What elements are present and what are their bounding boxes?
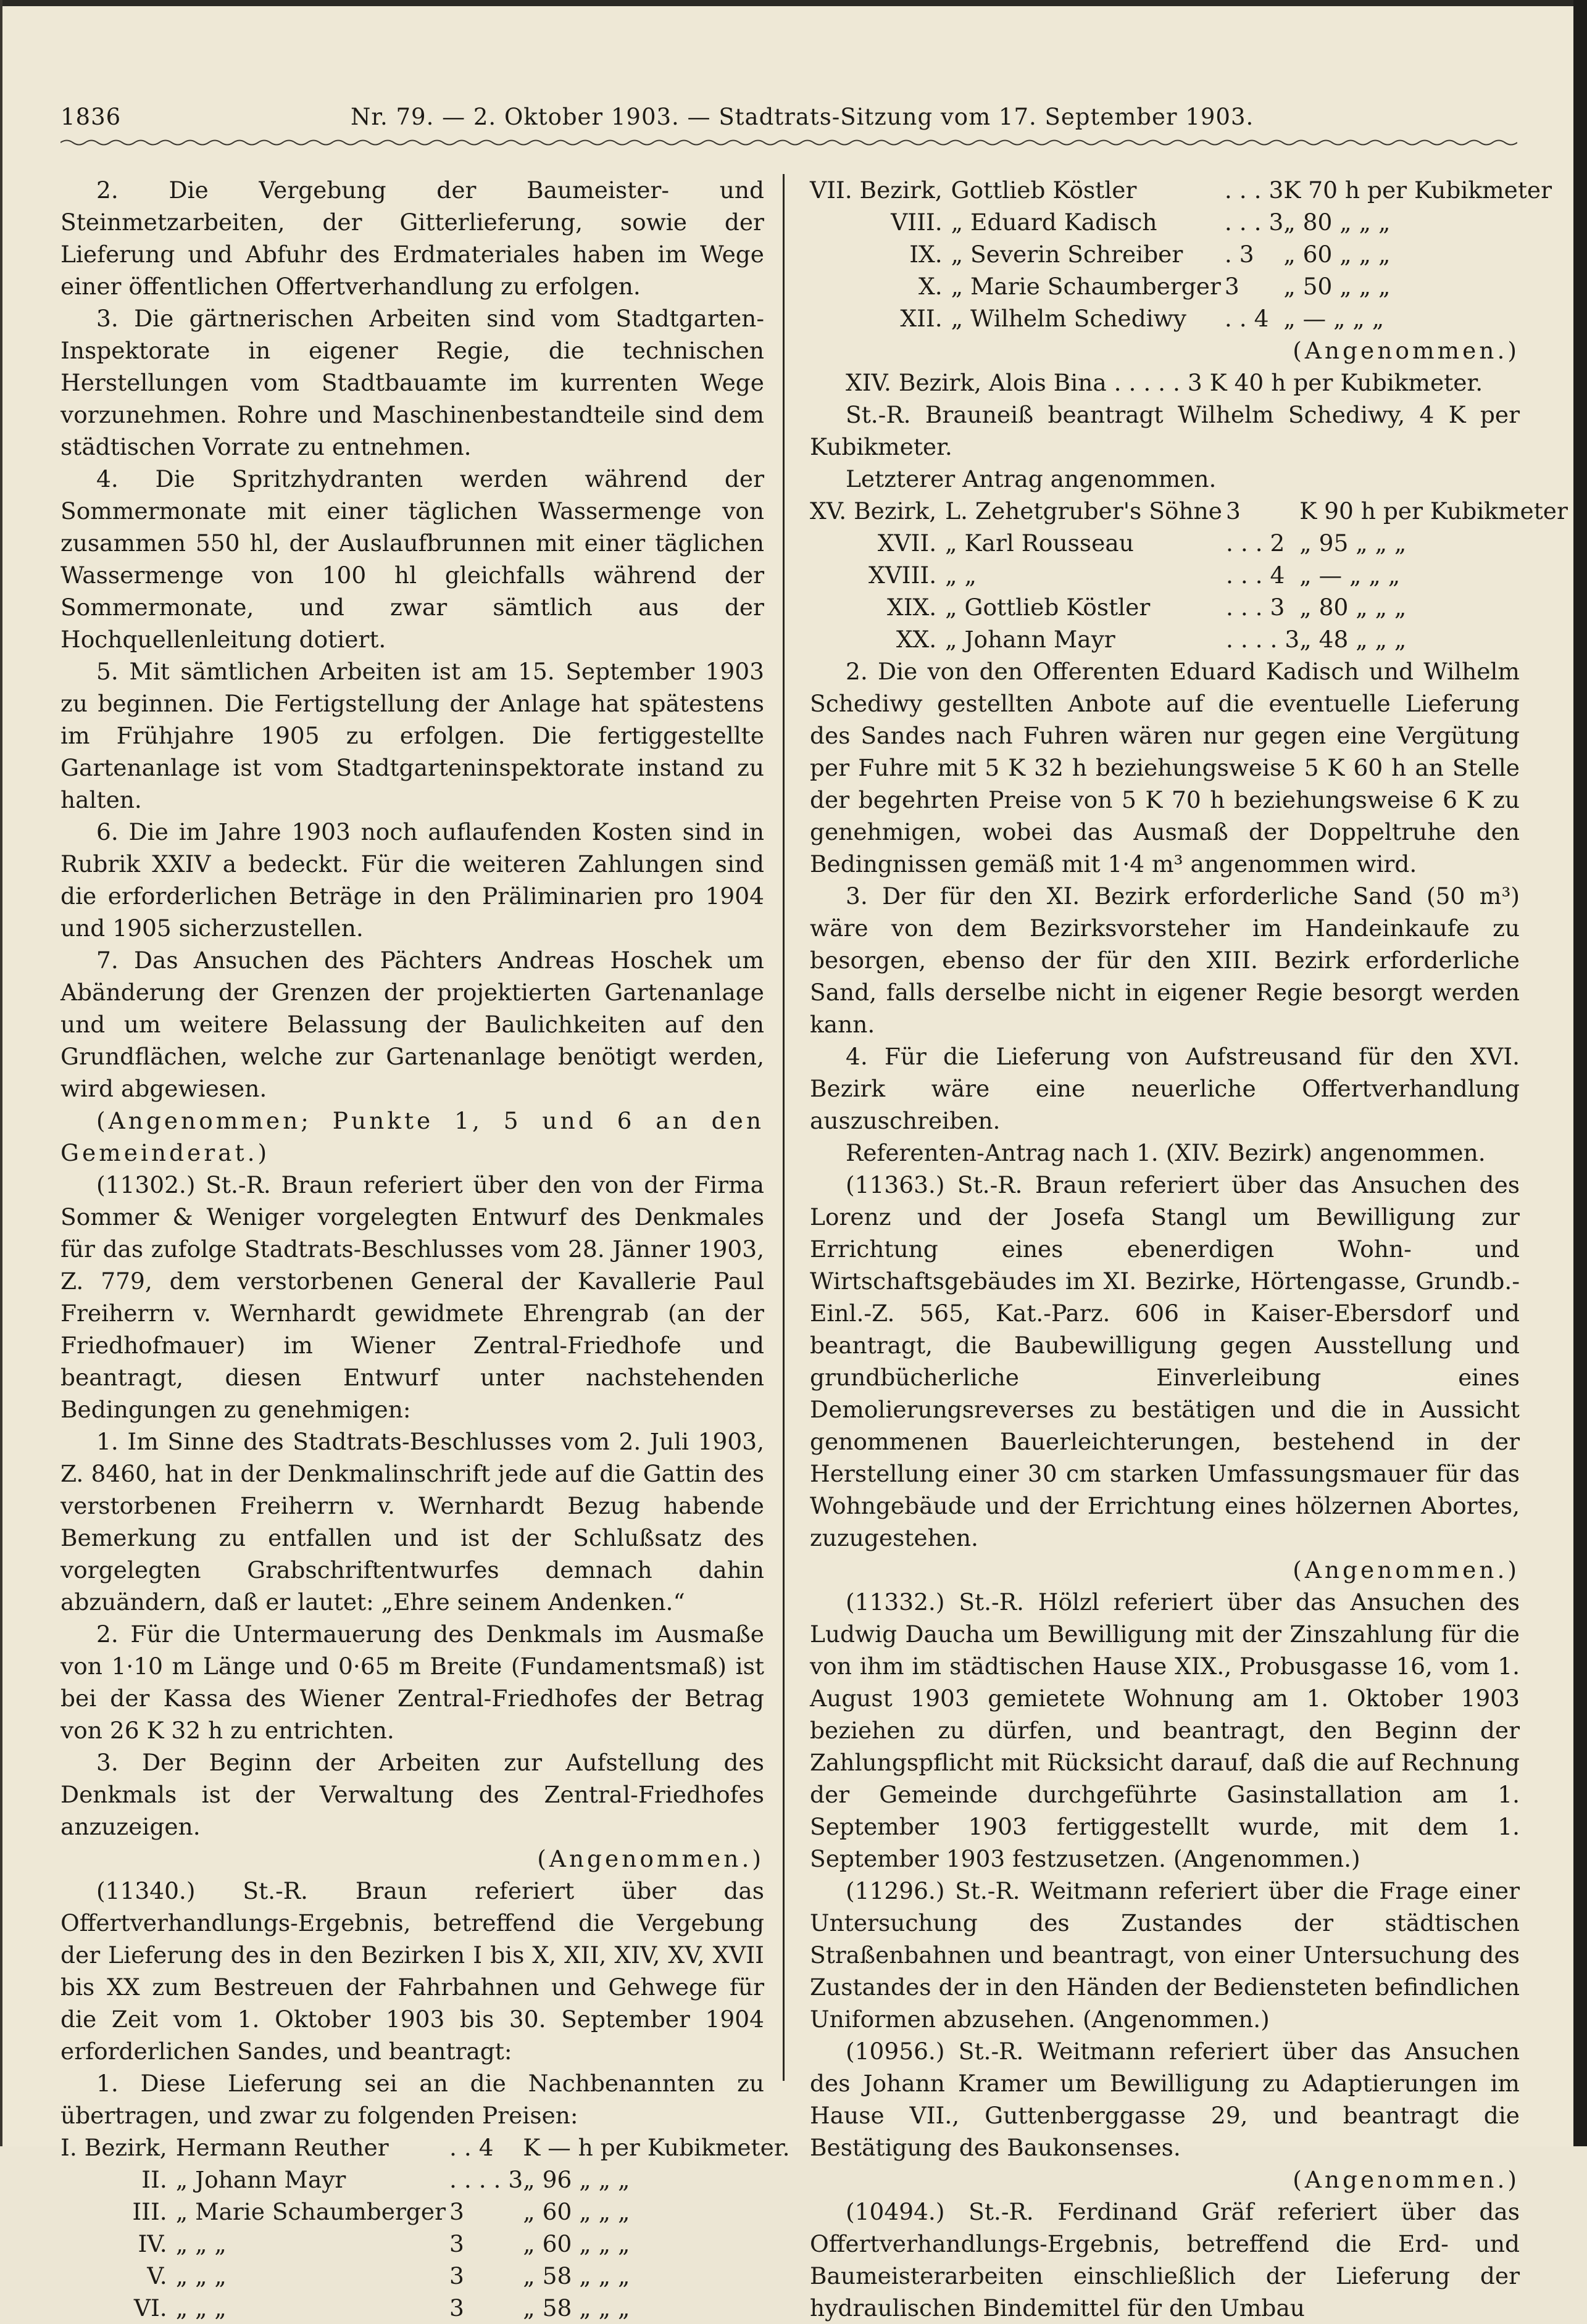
price-row (810, 495, 1568, 527)
resolution-note: (Angenommen.) (1293, 2166, 1520, 2193)
paragraph: 2. Die Vergebung der Baumeister- und Steinmetzarbeiten, der Gitterlieferung, sowie der Lieferung und Abfuhr des Erdmateriales haben im Wege einer öffentlichen Offertverhandlung zu erfolgen. (60, 176, 764, 300)
price-row (810, 206, 1552, 238)
price-row (810, 302, 1552, 334)
price-value: „ 80 „ „ „ (1299, 594, 1407, 621)
quantity-dots: 3 (449, 2294, 464, 2322)
paragraph: 4. Für die Lieferung von Aufstreusand für den XVI. Bezirk wäre eine neuerliche Offertverhandlung auszuschreiben. (810, 1043, 1520, 1134)
district-label: I. Bezirk, (60, 2134, 167, 2161)
paragraph: 7. Das Ansuchen des Pächters Andreas Hoschek um Abänderung der Grenzen der projektierten Gartenanlage und um weitere Belassung der Baulichkeiten auf den Grundflächen, welche zur Gartenanlage benötigt werden, wird abgewiesen. (60, 947, 764, 1102)
left-column (60, 174, 790, 2324)
paragraph: 2. Für die Untermauerung des Denkmals im Ausmaße von 1·10 m Länge und 0·65 m Breite (Fundamentsmaß) ist bei der Kassa des Wiener Zentral-Friedhofes der Betrag von 26 K 32 h zu entrichten. (60, 1621, 764, 1744)
price-row (810, 238, 1552, 270)
price-value: K 70 h per Kubikmeter (1283, 176, 1552, 204)
right-column (810, 174, 1568, 2324)
paragraph: 6. Die im Jahre 1903 noch auflaufenden Kosten sind in Rubrik XXIV a bedeckt. Für die weiteren Zahlungen sind die erforderlichen Beträge in den Präliminarien pro 1904 und 1905 sicherzustellen. (60, 818, 764, 942)
supplier-name: „ Severin Schreiber (951, 241, 1183, 268)
quantity-dots: . . . 3 (1224, 176, 1284, 204)
column-divider (783, 174, 785, 2081)
district-label: XVIII. (868, 562, 937, 589)
paragraph: Letzterer Antrag angenommen. (846, 465, 1217, 492)
supplier-name: Gottlieb Köstler (951, 176, 1137, 204)
page-header (60, 104, 1517, 141)
price-row (810, 174, 1552, 206)
quantity-dots: 3 (449, 2198, 464, 2225)
supplier-name: Hermann Reuther (175, 2134, 389, 2161)
district-label: V. (147, 2262, 167, 2289)
district-label: III. (132, 2198, 167, 2225)
price-table-right-a (810, 174, 1552, 334)
district-label: VII. Bezirk, (810, 176, 943, 204)
price-row (60, 2164, 790, 2196)
paragraph: (11296.) St.-R. Weitmann referiert über die Frage einer Untersuchung des Zustandes der städtischen Straßenbahnen und beantragt, von einer Untersuchung des Zustandes der in den Händen der Bediensteten befindlichen Uniformen abzusehen. (Angenommen.) (810, 1877, 1520, 2033)
quantity-dots: . . . . 3 (1226, 626, 1300, 653)
price-line: XIV. Bezirk, Alois Bina . . . . . 3 K 40 h per Kubikmeter. (846, 369, 1483, 396)
price-row (60, 2292, 790, 2324)
price-row (810, 591, 1568, 623)
price-value: „ 80 „ „ „ (1283, 209, 1391, 236)
resolution-note: (Angenommen.) (537, 1845, 764, 1872)
supplier-name: „ Eduard Kadisch (951, 209, 1157, 236)
quantity-dots: . . . 2 (1226, 529, 1285, 557)
scan-border-right (1573, 0, 1587, 2146)
paragraph: 3. Die gärtnerischen Arbeiten sind vom Stadtgarten-Inspektorate in eigener Regie, die technischen Herstellungen vom Stadtbauamte im kurrenten Wege vorzunehmen. Rohre und Maschinenbestandteile sind dem städtischen Vorrate zu entnehmen. (60, 305, 764, 460)
price-table-right-b (810, 495, 1568, 655)
quantity-dots: . . 4 (1224, 305, 1269, 332)
district-label: IX. (909, 241, 943, 268)
price-row (60, 2131, 790, 2164)
paragraph: 1. Im Sinne des Stadtrats-Beschlusses vom 2. Juli 1903, Z. 8460, hat in der Denkmalinschrift jede auf die Gattin des verstorbenen Freiherrn v. Wernhardt Bezug habende Bemerkung zu entfallen und ist der Schlußsatz des vorgelegten Grabschriftentwurfes demnach dahin abzuändern, daß er lautet: „Ehre seinem Andenken.“ (60, 1428, 764, 1616)
supplier-name: „ Karl Rousseau (945, 529, 1134, 557)
quantity-dots: 3 (449, 2262, 464, 2289)
district-label: II. (141, 2166, 167, 2193)
price-row (60, 2260, 790, 2292)
district-label: VIII. (891, 209, 943, 236)
page-number: 1836 (60, 104, 122, 130)
district-label: XII. (900, 305, 943, 332)
supplier-name: „ Marie Schaumberger (951, 273, 1221, 300)
quantity-dots: 3 (449, 2230, 464, 2257)
supplier-name: „ Wilhelm Schediwy (951, 305, 1186, 332)
paragraph: 1. Diese Lieferung sei an die Nachbenannten zu übertragen, und zwar zu folgenden Preisen: (60, 2070, 764, 2129)
price-row (810, 623, 1568, 655)
quantity-dots: . . . 3 (1226, 594, 1285, 621)
resolution-note: (Angenommen; Punkte 1, 5 und 6 an den Gemeinderat.) (60, 1107, 764, 1166)
price-row (60, 2228, 790, 2260)
supplier-name: „ Johann Mayr (945, 626, 1115, 653)
scan-border-top (0, 0, 1587, 6)
price-value: „ 60 „ „ „ (523, 2230, 630, 2257)
price-value: „ — „ „ „ (1283, 305, 1385, 332)
resolution-note: (Angenommen.) (1293, 337, 1520, 364)
resolution-note: (Angenommen.) (1293, 1556, 1520, 1583)
district-label: X. (918, 273, 943, 300)
paragraph: (11363.) St.-R. Braun referiert über das Ansuchen des Lorenz und der Josefa Stangl um Bewilligung zur Errichtung eines ebenerdigen Wohn- und Wirtschaftsgebäudes im XI. Bezirke, Hörtengasse, Grundb.-Einl.-Z. 565, Kat.-Parz. 606 in Kaiser-Ebersdorf und beantragt, die Baubewilligung gegen Ausstellung und grundbücherliche Einverleibung eines Demolierungsreverses zu bestätigen und die in Aussicht genommenen Bauerleichterungen, bestehend in der Herstellung einer 30 cm starken Umfassungsmauer für das Wohngebäude und der Errichtung eines hölzernen Abortes, zuzugestehen. (810, 1171, 1520, 1551)
district-label: XVII. (877, 529, 937, 557)
price-value: „ 60 „ „ „ (1283, 241, 1391, 268)
price-value: K 90 h per Kubikmeter (1299, 497, 1568, 525)
price-table-left (60, 2131, 790, 2324)
price-value: „ 96 „ „ „ (523, 2166, 630, 2193)
scan-border-left (0, 0, 2, 2146)
district-label: IV. (138, 2230, 167, 2257)
paragraph: St.-R. Brauneiß beantragt Wilhelm Schediwy, 4 K per Kubikmeter. (810, 401, 1520, 460)
paragraph: (11332.) St.-R. Hölzl referiert über das Ansuchen des Ludwig Daucha um Bewilligung mit der Zinszahlung für die von ihm im städtischen Hause XIX., Probusgasse 16, vom 1. August 1903 gemietete Wohnung am 1. Oktober 1903 beziehen zu dürfen, und beantragt, den Beginn der Zahlungspflicht mit Rücksicht darauf, daß die auf Rechnung der Gemeinde durchgeführte Gasinstallation am 1. September 1903 fertiggestellt wurde, mit dem 1. September 1903 festzusetzen. (Angenommen.) (810, 1588, 1520, 1872)
paragraph: (11302.) St.-R. Braun referiert über den von der Firma Sommer & Weniger vorgelegten Entwurf des Denkmales für das zufolge Stadtrats-Beschlusses vom 28. Jänner 1903, Z. 779, dem verstorbenen General der Kavallerie Paul Freiherrn v. Wernhardt gewidmete Ehrengrab (an der Friedhofmauer) im Wiener Zentral-Friedhofe und beantragt, diesen Entwurf unter nachstehenden Bedingungen zu genehmigen: (60, 1171, 764, 1423)
district-label: XV. Bezirk, (810, 497, 937, 525)
header-rule (60, 137, 1517, 148)
price-value: „ 50 „ „ „ (1283, 273, 1391, 300)
paragraph: 3. Der für den XI. Bezirk erforderliche Sand (50 m³) wäre von dem Bezirksvorsteher im Handeinkaufe zu besorgen, ebenso der für den XIII. Bezirk erforderliche Sand, falls derselbe nicht in eigener Regie besorgt werden kann. (810, 882, 1520, 1038)
district-label: XX. (896, 626, 937, 653)
paragraph: (10494.) St.-R. Ferdinand Gräf referiert über das Offertverhandlungs-Ergebnis, betreffend die Erd- und Baumeisterarbeiten einschließlich der Lieferung der hydraulischen Bindemittel für den Umbau (810, 2198, 1520, 2322)
supplier-name: L. Zehetgruber's Söhne (945, 497, 1222, 525)
paragraph: 3. Der Beginn der Arbeiten zur Aufstellung des Denkmals ist der Verwaltung des Zentral-Friedhofes anzuzeigen. (60, 1749, 764, 1840)
supplier-name: „ „ „ (175, 2262, 227, 2289)
price-row (60, 2196, 790, 2228)
quantity-dots: . . . . 3 (449, 2166, 523, 2193)
quantity-dots: . . . 4 (1226, 562, 1285, 589)
price-value: „ 60 „ „ „ (523, 2198, 630, 2225)
price-value: „ 58 „ „ „ (523, 2294, 630, 2322)
paragraph: Referenten-Antrag nach 1. (XIV. Bezirk) angenommen. (846, 1139, 1486, 1166)
running-title: Nr. 79. — 2. Oktober 1903. — Stadtrats-Sitzung vom 17. September 1903. (351, 104, 1254, 130)
price-row (810, 270, 1552, 302)
supplier-name: „ „ (945, 562, 977, 589)
quantity-dots: . 3 (1224, 241, 1254, 268)
district-label: VI. (133, 2294, 167, 2322)
price-value: K — h per Kubikmeter. (523, 2134, 790, 2161)
price-row (810, 527, 1568, 559)
quantity-dots: . . . 3 (1224, 209, 1284, 236)
price-row (810, 559, 1568, 591)
price-value: „ 95 „ „ „ (1299, 529, 1407, 557)
quantity-dots: 3 (1226, 497, 1241, 525)
price-value: „ — „ „ „ (1299, 562, 1401, 589)
paragraph: 4. Die Spritzhydranten werden während der Sommermonate mit einer täglichen Wassermenge von zusammen 550 hl, der Auslaufbrunnen mit einer täglichen Wassermenge von 100 hl gleichfalls während der Sommermonate, und zwar sämtlich aus der Hochquellenleitung dotiert. (60, 465, 764, 653)
quantity-dots: 3 (1224, 273, 1239, 300)
district-label: XIX. (887, 594, 937, 621)
paragraph: (11340.) St.-R. Braun referiert über das Offertverhandlungs-Ergebnis, betreffend die Vergebung der Lieferung des in den Bezirken I bis X, XII, XIV, XV, XVII bis XX zum Bestreuen der Fahrbahnen und Gehwege für die Zeit vom 1. Oktober 1903 bis 30. September 1904 erforderlichen Sandes, und beantragt: (60, 1877, 764, 2065)
price-value: „ 48 „ „ „ (1299, 626, 1407, 653)
quantity-dots: . . 4 (449, 2134, 494, 2161)
supplier-name: „ Johann Mayr (175, 2166, 346, 2193)
price-value: „ 58 „ „ „ (523, 2262, 630, 2289)
supplier-name: „ „ „ (175, 2230, 227, 2257)
paragraph: 2. Die von den Offerenten Eduard Kadisch und Wilhelm Schediwy gestellten Anbote auf die eventuelle Lieferung des Sandes nach Fuhren wären nur gegen eine Vergütung per Fuhre mit 5 K 32 h beziehungsweise 5 K 60 h an Stelle der begehrten Preise von 5 K 70 h beziehungsweise 6 K zu genehmigen, wobei das Ausmaß der Doppeltruhe den Bedingnissen gemäß mit 1·4 m³ angenommen wird. (810, 658, 1520, 878)
supplier-name: „ Marie Schaumberger (175, 2198, 446, 2225)
supplier-name: „ Gottlieb Köstler (945, 594, 1151, 621)
paragraph: 5. Mit sämtlichen Arbeiten ist am 15. September 1903 zu beginnen. Die Fertigstellung der Anlage hat spätestens im Frühjahre 1905 zu erfolgen. Die fertiggestellte Gartenanlage ist vom Stadtgarteninspektorate instand zu halten. (60, 658, 764, 813)
supplier-name: „ „ „ (175, 2294, 227, 2322)
paragraph: (10956.) St.-R. Weitmann referiert über das Ansuchen des Johann Kramer um Bewilligung zu Adaptierungen im Hause VII., Guttenberggasse 29, und beantragt die Bestätigung des Baukonsenses. (810, 2038, 1520, 2161)
